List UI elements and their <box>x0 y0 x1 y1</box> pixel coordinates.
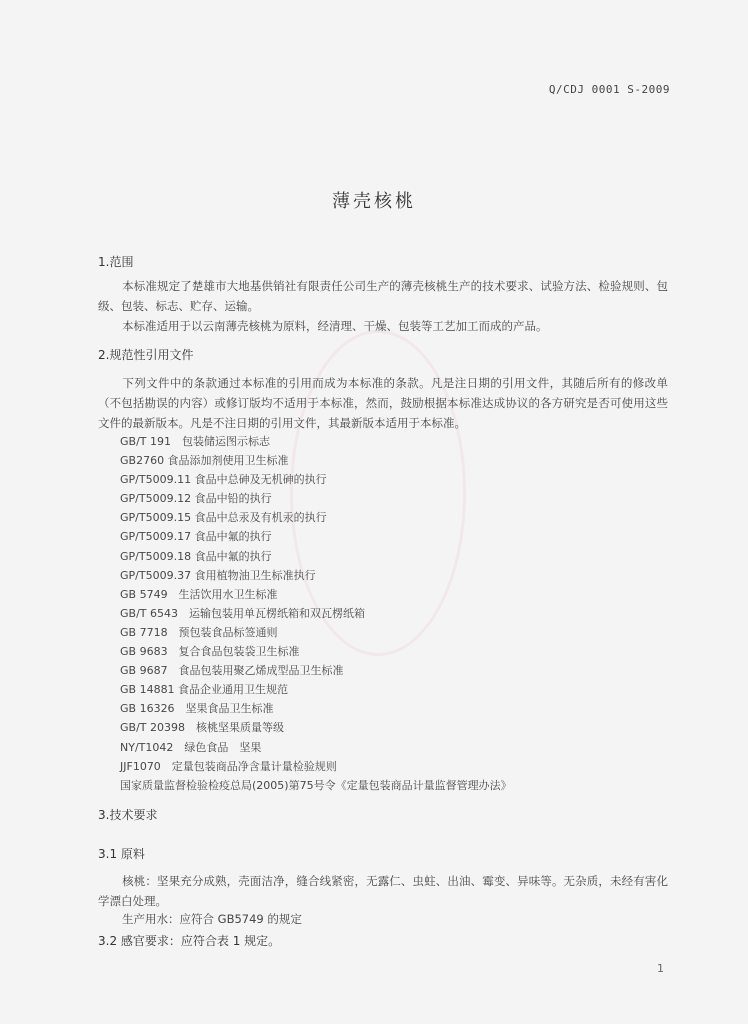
reference-item: GP/T5009.37 食用植物油卫生标准执行 <box>120 568 316 582</box>
reference-item: GP/T5009.18 食品中氟的执行 <box>120 549 272 563</box>
reference-item: GB 7718 预包装食品标签通则 <box>120 625 278 639</box>
page-number: 1 <box>657 962 664 975</box>
reference-item: GB 9683 复合食品包装袋卫生标准 <box>120 645 300 659</box>
section-2-paragraph <box>98 373 668 433</box>
section-2-paragraph-text: 下列文件中的条款通过本标准的引用而成为本标准的条款。凡是注日期的引用文件，其随后所有的修改单（不包括勘误的内容）或修订版均不适用于本标准，然而，鼓励根据本标准达成协议的各方研究是否可使用这些文件的最新版本。凡是不注日期的引用文件，其最新版本适用于本标准。 <box>98 376 668 430</box>
section-3-2-heading: 3.2 感官要求：应符合表 1 规定。 <box>98 934 281 948</box>
section-1-paragraph-1 <box>98 276 668 316</box>
section-3-1-water-requirement: 生产用水：应符合 GB5749 的规定 <box>122 912 302 926</box>
section-2-heading: 2.规范性引用文件 <box>98 348 194 362</box>
standard-code: Q/CDJ 0001 S-2009 <box>548 83 670 96</box>
reference-item: GB 14881 食品企业通用卫生规范 <box>120 683 289 697</box>
section-3-heading: 3.技术要求 <box>98 808 158 822</box>
reference-item: GP/T5009.11 食品中总砷及无机砷的执行 <box>120 473 327 487</box>
reference-item: GB 16326 坚果食品卫生标准 <box>120 702 274 716</box>
section-1-heading: 1.范围 <box>98 255 134 269</box>
reference-item: GB/T 191 包装储运图示标志 <box>120 435 270 448</box>
reference-item: GB2760 食品添加剂使用卫生标准 <box>120 454 289 468</box>
document-title: 薄壳核桃 <box>332 191 416 212</box>
reference-item: GP/T5009.15 食品中总汞及有机汞的执行 <box>120 511 327 525</box>
reference-item: GP/T5009.17 食品中氟的执行 <box>120 530 272 544</box>
section-3-1-heading: 3.1 原料 <box>98 847 145 861</box>
reference-item: GB/T 6543 运输包装用单瓦楞纸箱和双瓦楞纸箱 <box>120 606 365 620</box>
reference-item: GB 5749 生活饮用水卫生标准 <box>120 587 278 601</box>
section-1-paragraph-2-text: 本标准适用于以云南薄壳核桃为原料，经清理、干燥、包装等工艺加工而成的产品。 <box>122 319 548 333</box>
section-1-paragraph-1-text: 本标准规定了楚雄市大地基供销社有限责任公司生产的薄壳核桃生产的技术要求、试验方法、检验规则、包级、包装、标志、贮存、运输。 <box>98 279 668 313</box>
reference-item: NY/T1042 绿色食品 坚果 <box>120 740 262 754</box>
reference-item: GP/T5009.12 食品中铅的执行 <box>120 492 272 506</box>
reference-list <box>120 432 512 795</box>
reference-item: GB 9687 食品包装用聚乙烯成型品卫生标准 <box>120 664 344 678</box>
reference-item: GB/T 20398 核桃坚果质量等级 <box>120 721 284 735</box>
section-3-1-paragraph <box>98 871 668 911</box>
reference-item: JJF1070 定量包装商品净含量计量检验规则 <box>120 759 337 773</box>
reference-item: 国家质量监督检验检疫总局(2005)第75号令《定量包装商品计量监督管理办法》 <box>120 778 512 792</box>
section-3-1-paragraph-text: 核桃：坚果充分成熟，壳面洁净，缝合线紧密，无露仁、虫蛀、出油、霉变、异味等。无杂质，未经有害化学漂白处理。 <box>98 874 668 908</box>
section-1-paragraph-2 <box>98 316 668 336</box>
